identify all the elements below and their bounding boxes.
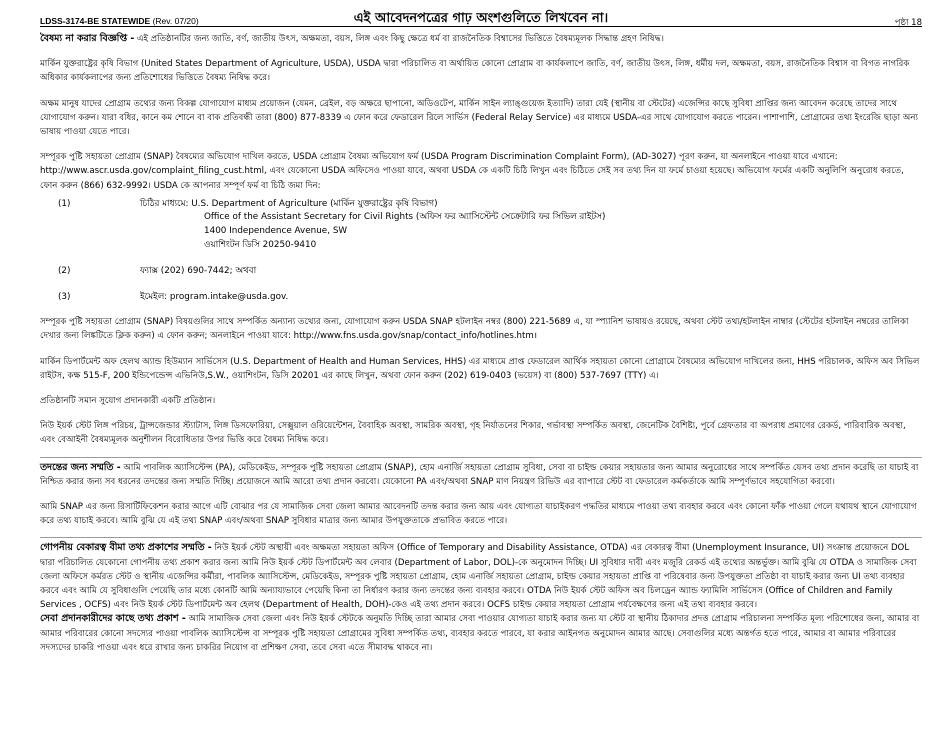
item-number: (1)	[58, 198, 71, 209]
item-number: (3)	[58, 292, 71, 303]
form-code: LDSS-3174-BE STATEWIDE	[40, 16, 151, 26]
fax-item	[40, 264, 922, 278]
provider-release-heading: সেবা প্রদানকারীদের কাছে তথ্য প্রকাশ -	[40, 613, 186, 625]
recertification-paragraph: আমি SNAP এর জন্য রিসার্টিফিকেশন করার আগে এটি বোঝার পর যে সামাজিক সেবা জেলা আমার আবেদনটি তদন্ত করার জন্য আয় এবং যোগ্যতা যাচাইকরণ পদ্ধতির মাধ্যমে পাওয়া তথ্য ব্যবহার করবে এবং কোনো ফাঁক পাওয়া গেলে যথাযথ স্থানে যোগাযোগ করে তথ্য যাচাই করবে। আমি বুঝি যে এই তথ্য SNAP এবং/অথবা SNAP সুবিধার মাত্রার জন্য আমার উপযুক্ততাকে প্রভাবিত করতে পারে।	[40, 502, 917, 527]
provider-release-paragraph: সেবা প্রদানকারীদের কাছে তথ্য প্রকাশ - আমি সামাজিক সেবা জেলা এবং নিউ ইয়র্ক স্টেটকে অনুমতি দিচ্ছি তারা আমার সেবা পাওয়ার যোগ্যতা যাচাই করার জন্য যা স্টেট বা স্থানীয় ঠিকাদার প্রদত্ত প্রোগ্রাম পরিচালনা সম্পর্কিত মূল্য পরিশোধের জন্য, আমার বা আমার পরিবারের কোনো সদস্যের পাওয়া পাবলিক অ্যাসিস্টেন্স বা সম্পূরক পুষ্টি সহায়তা প্রোগ্রামের সুবিধা সম্পর্কিত তথ্য, ব্যবহার করতে পারবে, যা করার আইনগত অনুমোদন আমার আছে। সেবাগুলির মধ্যে অন্তর্গত হতে পারে, আমার বা আমার পরিবারের সদস্যদের চাকরি পাওয়া এবং ধরে রাখার জন্য চাকরির নিয়োগ বা প্রশিক্ষণ সেবা, তবে সেবা এতে সীমাবদ্ধ থাকবে না।	[40, 613, 920, 653]
section-divider	[40, 537, 922, 538]
mail-address-lines: চিঠির মাধ্যমে: U.S. Department of Agriculture (মার্কিন যুক্তরাষ্ট্রের কৃষি বিভাগ) Office of the Assistant Secretary for Civil Rights (অফিস ফর অ্যাসিস্টেন্ট সেক্রেটারি ফর সিভিল রাইটস) 1400 Independence Avenue, SW ওয়াশিংটন ডিসি 20250-9410	[140, 198, 606, 250]
nondiscrimination-heading: বৈষম্য না করার বিজ্ঞপ্তি -	[40, 33, 135, 44]
form-revision: (Rev. 07/20)	[152, 16, 199, 26]
hhs-paragraph: মার্কিন ডিপার্টমেন্ট অফ হেলথ অ্যান্ড হিউম্যান সার্ভিসেস (U.S. Department of Health and Human Services, HHS) এর মাধ্যমে প্রাপ্ত ফেডারেল আর্থিক সহায়তা কোনো প্রোগ্রামে বৈষম্যের অভিযোগ দাখিলের জন্য, HHS পরিচালক, অফিস অব সিভিল রাইটস, কক্ষ 515-F, 200 ইন্ডিপেন্ডেন্স এভিনিউ,S.W., ওয়াশিংটন, ডিসি 20201 এর কাছে লিখুন, অথবা ফোন করুন (202) 619-0403 (ভয়েস) বা (800) 537-7697 (TTY) এ।	[40, 356, 920, 381]
nys-protections-paragraph: নিউ ইয়র্ক স্টেট লিঙ্গ পরিচয়, ট্রান্সজেন্ডার স্ট্যাটাস, লিঙ্গ ডিসফোরিয়া, সেক্সুয়াল ওরিয়েন্টেশন, বৈবাহিক অবস্থা, সামরিক অবস্থা, গৃহ নির্যাতনের শিকার, গর্ভাবস্থা সম্পর্কিত অবস্থা, জেনেটিক বৈশিষ্ট্য, পূর্বে গ্রেফতার বা অপরাধ প্রমাণের রেকর্ড, পারিবারিক অবস্থা, এবং বেআইনী বৈষম্যমূলক অনুশীলন বিরোধিতার উপর ভিত্তি করে বৈষম্য নিষিদ্ধ করে।	[40, 421, 906, 446]
ui-consent-paragraph: গোপনীয় বেকারত্ব বীমা তথ্য প্রকাশের সম্মতি - নিউ ইয়র্ক স্টেট অস্থায়ী এবং অক্ষমতা সহায়তা অফিস (Office of Temporary and Disability Assistance, OTDA) এর বেকারত্ব বীমা (Unemployment Insurance, UI) সংক্রান্ত প্রয়োজনে DOL দ্বারা পরিচালিত যেকোনো গোপনীয় তথ্য প্রকাশ করার জন্য আমি নিউ ইয়র্ক স্টেট ডিপার্টমেন্ট অব লেবার (Department of Labor, DOL)-কে অনুমোদন দিচ্ছি। UI সুবিধার দাবী এবং মজুরি রেকর্ড এই তথ্যের অন্তর্ভুক্ত। আমি বুঝি যে OTDA ও সামাজিক সেবা জেলা অফিসে কর্মরত স্টেট ও স্থানীয় এজেন্সির কর্মীরা, পাবলিক অ্যাসিস্টেন্স, মেডিকেইড, সম্পূরক পুষ্টি সহায়তা প্রোগ্রাম, হোম এনার্জি সহায়তা প্রোগ্রাম, চাইল্ড কেয়ার সহায়তা প্রাপ্তি বা পরিষেবার জন্য উপযুক্ততা প্রতিষ্ঠা বা যাচাই করার জন্য UI তথ্য ব্যবহার করবে এবং আমি যে সুবিধাগুলি পেয়েছি তার মধ্যে কোনটি আমি অন্যায্যভাবে পেয়েছি কিনা তা নির্ধারণ করার জন্য তদন্তের জন্য ব্যবহার করবে। OTDA নিউ ইয়র্ক স্টেট অফিস অব চিলড্রেন অ্যান্ড ফ্যামিলি সার্ভিসেস (Office of Children and Family Services , OCFS) এবং নিউ ইয়র্ক স্টেট ডিপার্টমেন্ট অব হেলথ (Department of Health, DOH)-কেও এই তথ্য প্রদান করবে। OCFS চাইল্ড কেয়ার সহায়তা প্রোগ্রাম পর্যবেক্ষণের জন্য এই তথ্য ব্যবহার করবে।	[40, 542, 917, 611]
alt-communication-paragraph: অক্ষম মানুষ যাদের প্রোগ্রাম তথ্যের জন্য বিকল্প যোগাযোগ মাধ্যম প্রয়োজন (যেমন, ব্রেইল, বড় অক্ষরে ছাপানো, অডিওটেপ, মার্কিন সাইন ল্যাঙ্গুয়েজ ইত্যাদি) তারা যেই (স্থানীয় বা স্টেটের) এজেন্সির কাছে সুবিধা প্রাপ্তির জন্য আবেদন করেছে তাদের সাথে যোগাযোগ করুন। যারা বধির, কানে কম শোনে বা বাক প্রতিবন্ধী তারা (800) 877-8339 এ ফোন করে ফেডারেল রিলে সার্ভিস (Federal Relay Service) এর মাধ্যমে USDA-এর সাথে যোগাযোগ করতে পারেন। পাশাপাশি, প্রোগ্রামের তথ্য ইংরেজি ছাড়া অন্য ভাষায় পাওয়া যেতে পারে।	[40, 98, 918, 138]
page-number: পৃষ্ঠা 18	[894, 18, 922, 28]
email-item	[40, 290, 922, 304]
snap-complaint-paragraph: সম্পূরক পুষ্টি সহায়তা প্রোগ্রাম (SNAP) বৈষম্যের অভিযোগ দাখিল করতে, USDA প্রোগ্রাম বৈষম্য অভিযোগ ফর্ম (USDA Program Discrimination Complaint Form), (AD-3027) পূরণ করুন, যা অনলাইনে পাওয়া যাবে এখানে: http://www.ascr.usda.gov/complaint_filing_cust.html, এবং যেকোনো USDA অফিসেও পাওয়া যাবে, অথবা USDA কে একটি চিঠি লিখুন এবং চিঠিতে সেই সব তথ্য দিন যা ফর্মে চাওয়া হয়েছে। অভিযোগ ফর্মের একটি অনুলিপি অনুরোধ করতে, ফোন করুন (866) 632-9992। USDA কে আপনার সম্পূর্ণ ফর্ম বা চিঠি জমা দিন:	[40, 152, 904, 191]
page-header	[40, 0, 922, 26]
page-title: এই আবেদনপত্রের গাঢ় অংশগুলিতে লিখবেন না।	[353, 11, 609, 26]
usda-paragraph: মার্কিন যুক্তরাষ্ট্রের কৃষি বিভাগ (United States Department of Agriculture, USDA), USDA দ্বারা পরিচালিত বা অর্থায়িত কোনো প্রোগ্রাম বা কার্যকলাপে জাতি, বর্ণ, জাতীয় উৎস, লিঙ্গ, ধর্মীয় দল, অক্ষমতা, বয়স, রাজনৈতিক বিশ্বাস বা বিগত নাগরিক অধিকার কার্যকলাপের জন্য প্রতিশোধের ভিত্তিতে বৈষম্য নিষিদ্ধ করে।	[40, 59, 910, 84]
section-divider	[40, 457, 922, 458]
consent-paragraph: তদন্তের জন্য সম্মতি - আমি পাবলিক অ্যাসিস্টেন্স (PA), মেডিকেইড, সম্পূরক পুষ্টি সহায়তা প্রোগ্রাম (SNAP), হোম এনার্জি সহায়তা প্রোগ্রাম সুবিধা, সেবা বা চাইল্ড কেয়ার সহায়তার জন্য আমার অনুরোধের সাথে সম্পর্কিত যেসব তথ্য প্রদান করেছি তা যাচাই বা নিশ্চিত করার জন্য সব ধরনের তদন্তের জন্য সম্মতি দিচ্ছি। প্রয়োজনে আমি আরো তথ্য প্রদান করবো। যেকোনো PA এবং/অথবা SNAP মাণ নিয়ন্ত্রণ রিভিউ এর ব্যাপারে স্টেট বা ফেডারেল কর্মকর্তাকে আমি সম্পূর্ণভাবে সহযোগিতা করবো।	[40, 461, 919, 487]
fax-text: ফ্যাক্স (202) 690-7442; অথবা	[140, 266, 257, 277]
snap-hotline-paragraph: সম্পূরক পুষ্টি সহায়তা প্রোগ্রাম (SNAP) বিষয়গুলির সাথে সম্পর্কিত অন্যান্য তথ্যের জন্য, যোগাযোগ করুন USDA SNAP হটলাইন নম্বর (800) 221-5689 এ, যা স্প্যানিশ ভাষায়ও রয়েছে, অথবা স্টেট তথ্য/হটলাইন নাম্বার (স্টেটের হটলাইন নম্বরের তালিকা দেখার জন্য লিঙ্কটিতে ক্লিক করুন) এ ফোন করুন; অনলাইনে পাওয়া যাবে: http://www.fns.usda.gov/snap/contact_info/hotlines.htm।	[40, 317, 909, 342]
equal-opportunity-paragraph: প্রতিষ্ঠানটি সমান সুযোগ প্রদানকারী একটি প্রতিষ্ঠান।	[40, 396, 216, 407]
item-number: (2)	[58, 266, 71, 277]
consent-heading: তদন্তের জন্য সম্মতি -	[40, 461, 121, 473]
nondiscrimination-intro: বৈষম্য না করার বিজ্ঞপ্তি - এই প্রতিষ্ঠানটির জন্য জাতি, বর্ণ, জাতীয় উৎস, অক্ষমতা, বয়স, লিঙ্গ এবং কিছু ক্ষেত্রে ধর্ম বা রাজনৈতিক বিশ্বাসের ভিত্তিতে বৈষম্যমূলক সিদ্ধান্ত গ্রহণ নিষিদ্ধ।	[40, 33, 664, 44]
ui-consent-heading: গোপনীয় বেকারত্ব বীমা তথ্য প্রকাশের সম্মতি -	[40, 542, 212, 554]
mail-address-item	[40, 198, 922, 252]
email-text: ইমেইল: program.intake@usda.gov.	[140, 292, 289, 303]
